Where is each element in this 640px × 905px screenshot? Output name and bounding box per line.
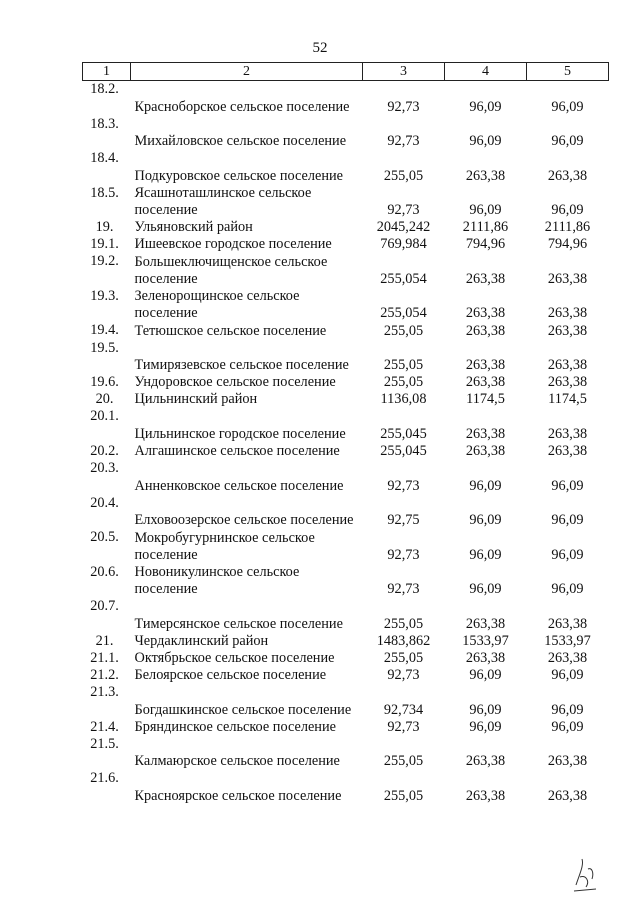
table-row <box>83 719 609 736</box>
row-value-4: 96,09 <box>469 202 502 218</box>
row-name: Ясашноташлинское сельское поселение <box>134 185 312 218</box>
row-value-5: 263,38 <box>547 374 588 391</box>
row-number: 19.5. <box>90 339 119 356</box>
table-row <box>83 150 609 185</box>
row-value-3: 2045,242 <box>376 219 431 236</box>
row-number: 20.3. <box>90 460 119 477</box>
table-row <box>83 736 609 771</box>
row-value-4: 1533,97 <box>462 632 509 649</box>
row-number: 20.4. <box>90 494 119 511</box>
row-name: Подкуровское сельское поселение <box>134 167 343 184</box>
table-row <box>83 443 609 460</box>
row-value-5: 2111,86 <box>544 219 591 236</box>
row-name: Зеленорощинское сельское поселение <box>134 288 300 322</box>
header-col-1: 1 <box>83 63 131 81</box>
row-value-3: 255,05 <box>383 650 424 666</box>
row-value-3: 92,73 <box>387 202 420 218</box>
row-value-4: 96,09 <box>469 718 502 735</box>
row-value-5: 1174,5 <box>548 391 587 408</box>
row-value-3: 92,734 <box>383 701 424 718</box>
row-number: 18.2. <box>90 81 119 97</box>
row-name: Ульяновский район <box>134 219 253 236</box>
row-name: Бряндинское сельское поселение <box>134 718 336 735</box>
row-value-3: 1136,08 <box>380 391 427 408</box>
row-value-4: 2111,86 <box>462 219 509 236</box>
row-number: 21.6. <box>90 770 119 787</box>
signature-mark <box>570 855 600 893</box>
row-value-4: 794,96 <box>465 236 506 253</box>
row-number: 20.5. <box>90 529 119 546</box>
row-number: 18.3. <box>90 115 119 132</box>
table-row <box>83 460 609 495</box>
row-number: 18.5. <box>90 184 119 201</box>
table-row <box>83 564 609 599</box>
row-number: 20. <box>95 391 114 408</box>
row-value-4: 96,09 <box>469 667 502 684</box>
row-value-5: 263,38 <box>547 650 588 666</box>
row-value-4: 263,38 <box>465 425 506 442</box>
row-name: Тимерсянское сельское поселение <box>134 615 343 632</box>
row-number: 21.3. <box>90 684 119 701</box>
row-number: 20.1. <box>90 408 119 425</box>
row-value-5: 263,38 <box>547 357 588 374</box>
row-value-4: 96,09 <box>469 701 502 718</box>
row-number: 21. <box>95 632 114 649</box>
row-value-4: 263,38 <box>465 443 506 460</box>
table-row <box>83 529 609 564</box>
row-value-3: 255,05 <box>383 357 424 374</box>
row-value-5: 263,38 <box>547 305 588 322</box>
header-row <box>83 63 609 81</box>
page-number: 52 <box>312 40 328 56</box>
row-value-3: 769,984 <box>380 236 427 253</box>
table-row <box>83 116 609 151</box>
table-row <box>83 340 609 375</box>
row-name: Калмаюрское сельское поселение <box>134 753 340 770</box>
row-number: 21.5. <box>90 735 119 752</box>
row-value-5: 96,09 <box>551 202 584 218</box>
row-value-3: 255,05 <box>383 167 424 184</box>
row-value-5: 263,38 <box>547 615 588 632</box>
row-value-5: 263,38 <box>547 787 588 804</box>
row-value-4: 263,38 <box>465 270 506 287</box>
row-value-4: 263,38 <box>465 787 506 804</box>
row-name: Большеключищенское сельское поселение <box>134 253 328 287</box>
row-value-4: 263,38 <box>465 374 506 391</box>
row-name: Красноборское сельское поселение <box>134 98 350 115</box>
row-number: 18.4. <box>90 150 119 166</box>
row-value-4: 263,38 <box>465 615 506 632</box>
row-name: Тетюшское сельское поселение <box>134 322 327 339</box>
table-row <box>83 288 609 323</box>
row-value-3: 255,054 <box>380 270 427 287</box>
row-value-4: 263,38 <box>465 305 506 322</box>
row-value-5: 263,38 <box>547 443 588 460</box>
data-table <box>82 62 609 805</box>
row-value-3: 255,045 <box>380 443 427 460</box>
table-row <box>83 81 609 116</box>
row-value-5: 263,38 <box>547 270 588 287</box>
row-name: Богдашкинское сельское поселение <box>134 701 352 718</box>
row-number: 21.2. <box>90 667 119 683</box>
row-value-4: 263,38 <box>465 167 506 184</box>
row-value-3: 1483,862 <box>376 632 431 649</box>
row-value-3: 92,73 <box>387 98 420 115</box>
row-value-5: 794,96 <box>547 236 588 253</box>
row-name: Красноярское сельское поселение <box>134 787 342 804</box>
row-name: Тимирязевское сельское поселение <box>134 357 349 374</box>
row-value-5: 96,09 <box>551 133 584 149</box>
row-value-4: 96,09 <box>469 512 502 529</box>
row-value-3: 92,73 <box>387 718 420 735</box>
row-name: Цильнинский район <box>134 391 258 408</box>
header-col-2: 2 <box>131 63 363 81</box>
row-value-3: 92,73 <box>387 133 420 149</box>
table-row <box>83 391 609 408</box>
table-row <box>83 495 609 530</box>
table-row <box>83 770 609 805</box>
row-name: Михайловское сельское поселение <box>134 133 347 149</box>
row-value-3: 92,73 <box>387 546 420 563</box>
row-value-3: 92,73 <box>387 667 420 684</box>
row-value-4: 1174,5 <box>466 391 505 408</box>
row-value-3: 92,75 <box>387 512 420 529</box>
table-row <box>83 236 609 253</box>
row-value-3: 255,045 <box>380 425 427 442</box>
table-row <box>83 667 609 684</box>
row-value-3: 255,05 <box>383 753 424 770</box>
row-number: 20.2. <box>90 442 119 459</box>
row-name: Октябрьское сельское поселение <box>134 650 335 666</box>
table-row <box>83 684 609 719</box>
table-row <box>83 253 609 288</box>
row-value-3: 92,73 <box>387 581 420 598</box>
row-name: Ундоровское сельское поселение <box>134 374 336 391</box>
row-number: 19.1. <box>90 236 119 253</box>
table-row <box>83 219 609 236</box>
row-value-3: 255,054 <box>380 305 427 322</box>
header-col-4: 4 <box>445 63 527 81</box>
row-value-5: 263,38 <box>547 425 588 442</box>
row-value-4: 96,09 <box>469 546 502 563</box>
row-name: Анненковское сельское поселение <box>134 477 344 494</box>
row-number: 19.4. <box>90 322 119 339</box>
row-value-4: 263,38 <box>465 753 506 770</box>
table-row <box>83 408 609 443</box>
row-number: 21.4. <box>90 718 119 735</box>
table-row <box>83 185 609 220</box>
row-value-5: 96,09 <box>551 546 584 563</box>
row-value-5: 1533,97 <box>544 632 591 649</box>
table-row <box>83 650 609 667</box>
row-value-4: 96,09 <box>469 133 502 149</box>
row-number: 19. <box>95 219 114 235</box>
row-value-4: 263,38 <box>465 322 506 339</box>
row-value-4: 96,09 <box>469 581 502 598</box>
row-value-4: 96,09 <box>469 477 502 494</box>
row-value-4: 263,38 <box>465 357 506 374</box>
table-row <box>83 374 609 391</box>
row-value-5: 96,09 <box>551 718 584 735</box>
row-value-5: 96,09 <box>551 667 584 684</box>
row-name: Елховоозерское сельское поселение <box>134 512 354 529</box>
row-value-5: 263,38 <box>547 167 588 184</box>
row-value-3: 255,05 <box>383 615 424 632</box>
row-value-3: 255,05 <box>383 322 424 339</box>
row-value-3: 255,05 <box>383 787 424 804</box>
row-number: 21.1. <box>90 649 119 666</box>
header-col-3: 3 <box>363 63 445 81</box>
row-number: 19.6. <box>90 374 119 391</box>
row-value-3: 92,73 <box>387 477 420 494</box>
row-name: Новоникулинское сельское поселение <box>134 564 300 598</box>
row-name: Белоярское сельское поселение <box>134 667 327 684</box>
row-name: Цильнинское городское поселение <box>134 425 346 442</box>
row-value-5: 263,38 <box>547 322 588 339</box>
table-row <box>83 322 609 339</box>
row-name: Мокробугурнинское сельское поселение <box>134 529 315 563</box>
row-value-3: 255,05 <box>383 374 424 391</box>
row-value-5: 96,09 <box>551 98 584 115</box>
row-number: 19.2. <box>90 253 119 270</box>
row-name: Чердаклинский район <box>134 632 269 649</box>
row-name: Алгашинское сельское поселение <box>134 443 340 460</box>
row-number: 19.3. <box>90 287 119 304</box>
row-value-5: 96,09 <box>551 581 584 598</box>
header-col-5: 5 <box>527 63 609 81</box>
row-number: 20.6. <box>90 563 119 580</box>
row-value-4: 263,38 <box>465 650 506 666</box>
row-value-5: 96,09 <box>551 512 584 529</box>
table-row <box>83 598 609 633</box>
row-value-5: 96,09 <box>551 477 584 494</box>
row-value-4: 96,09 <box>469 98 502 115</box>
row-value-5: 96,09 <box>551 701 584 718</box>
row-number: 20.7. <box>90 598 119 615</box>
row-value-5: 263,38 <box>547 753 588 770</box>
table-row <box>83 633 609 650</box>
row-name: Ишеевское городское поселение <box>134 236 332 253</box>
